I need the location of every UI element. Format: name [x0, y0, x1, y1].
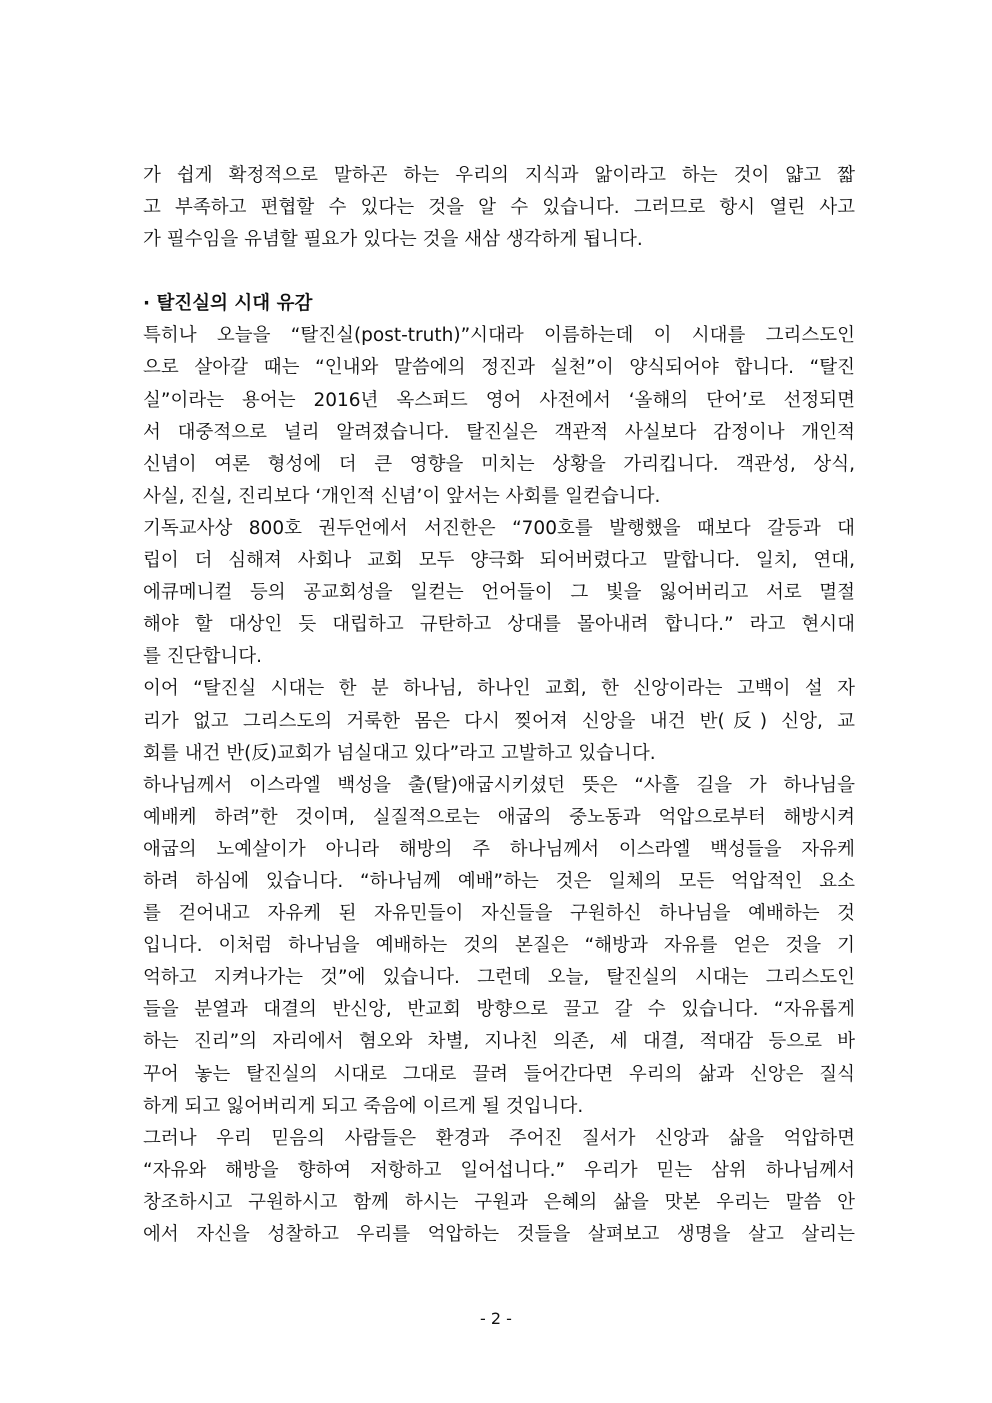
- section-heading: · 탈진실의 시대 유감: [143, 293, 313, 315]
- text-line: 에서 자신을 성찰하고 우리를 억압하는 것들을 살펴보고 생명을 살고 살리는: [143, 1224, 855, 1245]
- text-line: 기독교사상 800호 권두언에서 서진한은 “700호를 발행했을 때보다 갈등과 대: [143, 517, 855, 539]
- paragraph-1: [143, 320, 855, 513]
- text-line: 리가 없고 그리스도의 거룩한 몸은 다시 찢어져 신앙을 내건 반(反) 신앙, 교: [143, 710, 855, 732]
- text-line: 신념이 여론 형성에 더 큰 영향을 미치는 상황을 가리킵니다. 객관성, 상식,: [143, 453, 855, 475]
- text-line: 가 필수임을 유념할 필요가 있다는 것을 새삼 생각하게 됩니다.: [143, 229, 643, 251]
- text-line: 사실, 진실, 진리보다 ‘개인적 신념’이 앞서는 사회를 일컫습니다.: [143, 485, 661, 507]
- text-line: 하는 진리”의 자리에서 혐오와 차별, 지나친 의존, 세 대결, 적대감 등으로 바: [143, 1031, 855, 1053]
- text-line: 고 부족하고 편협할 수 있다는 것을 알 수 있습니다. 그러므로 항시 열린 사고: [143, 197, 855, 219]
- text-line: 하려 하심에 있습니다. “하나님께 예배”하는 것은 일체의 모든 억압적인 요소: [143, 870, 855, 892]
- text-line: 를 걷어내고 자유케 된 자유민들이 자신들을 구원하신 하나님을 예배하는 것: [143, 903, 855, 925]
- body-text: [143, 160, 855, 1251]
- paragraph-4: [143, 770, 855, 1123]
- text-line: 창조하시고 구원하시고 함께 하시는 구원과 은혜의 삶을 맛본 우리는 말씀 안: [143, 1191, 855, 1213]
- text-line: “자유와 해방을 향하여 저항하고 일어섭니다.” 우리가 믿는 삼위 하나님께서: [143, 1159, 855, 1181]
- text-line: 회를 내건 반(反)교회가 넘실대고 있다”라고 고발하고 있습니다.: [143, 742, 656, 764]
- text-line: 를 진단합니다.: [143, 646, 262, 668]
- paragraph-3: [143, 673, 855, 769]
- paragraph-gap: [143, 256, 855, 288]
- text-line: 예배케 하려”한 것이며, 실질적으로는 애굽의 중노동과 억압으로부터 해방시켜: [143, 806, 855, 828]
- text-line: 하나님께서 이스라엘 백성을 출(탈)애굽시키셨던 뜻은 “사흘 길을 가 하나님을: [143, 774, 855, 796]
- text-line: 실”이라는 용어는 2016년 옥스퍼드 영어 사전에서 ‘올해의 단어’로 선정되면: [143, 389, 855, 411]
- text-line: 특히나 오늘을 “탈진실(post-truth)”시대라 이름하는데 이 시대를 그리스도인: [143, 325, 855, 347]
- text-line: 그러나 우리 믿음의 사람들은 환경과 주어진 질서가 신앙과 삶을 억압하면: [143, 1127, 855, 1149]
- text-line: 이어 “탈진실 시대는 한 분 하나님, 하나인 교회, 한 신앙이라는 고백이 설 자: [143, 678, 855, 700]
- text-line: 립이 더 심해져 사회나 교회 모두 양극화 되어버렸다고 말합니다. 일치, 연대,: [143, 550, 855, 572]
- paragraph-5: [143, 1123, 855, 1251]
- text-line: 입니다. 이처럼 하나님을 예배하는 것의 본질은 “해방과 자유를 얻은 것을 기: [143, 935, 855, 957]
- text-line: 서 대중적으로 널리 알려졌습니다. 탈진실은 객관적 사실보다 감정이나 개인적: [143, 421, 855, 443]
- text-line: 억하고 지켜나가는 것”에 있습니다. 그런데 오늘, 탈진실의 시대는 그리스도인: [143, 967, 855, 989]
- text-line: 들을 분열과 대결의 반신앙, 반교회 방향으로 끌고 갈 수 있습니다. “자유롭게: [143, 999, 855, 1021]
- intro-paragraph: [143, 160, 855, 256]
- text-line: 해야 할 대상인 듯 대립하고 규탄하고 상대를 몰아내려 합니다.” 라고 현시대: [143, 614, 855, 636]
- paragraph-2: [143, 513, 855, 673]
- text-line: 꾸어 놓는 탈진실의 시대로 그대로 끌려 들어간다면 우리의 삶과 신앙은 질식: [143, 1063, 855, 1085]
- page-number: - 2 -: [480, 1309, 512, 1328]
- text-line: 으로 살아갈 때는 “인내와 말씀에의 정진과 실천”이 양식되어야 합니다. “탈진: [143, 357, 855, 379]
- text-line: 가 쉽게 확정적으로 말하곤 하는 우리의 지식과 앎이라고 하는 것이 얇고 짧: [143, 165, 855, 186]
- text-line: 하게 되고 잃어버리게 되고 죽음에 이르게 될 것입니다.: [143, 1095, 584, 1117]
- text-line: 에큐메니컬 등의 공교회성을 일컫는 언어들이 그 빛을 잃어버리고 서로 멸절: [143, 582, 855, 604]
- text-line: 애굽의 노예살이가 아니라 해방의 주 하나님께서 이스라엘 백성들을 자유케: [143, 838, 855, 860]
